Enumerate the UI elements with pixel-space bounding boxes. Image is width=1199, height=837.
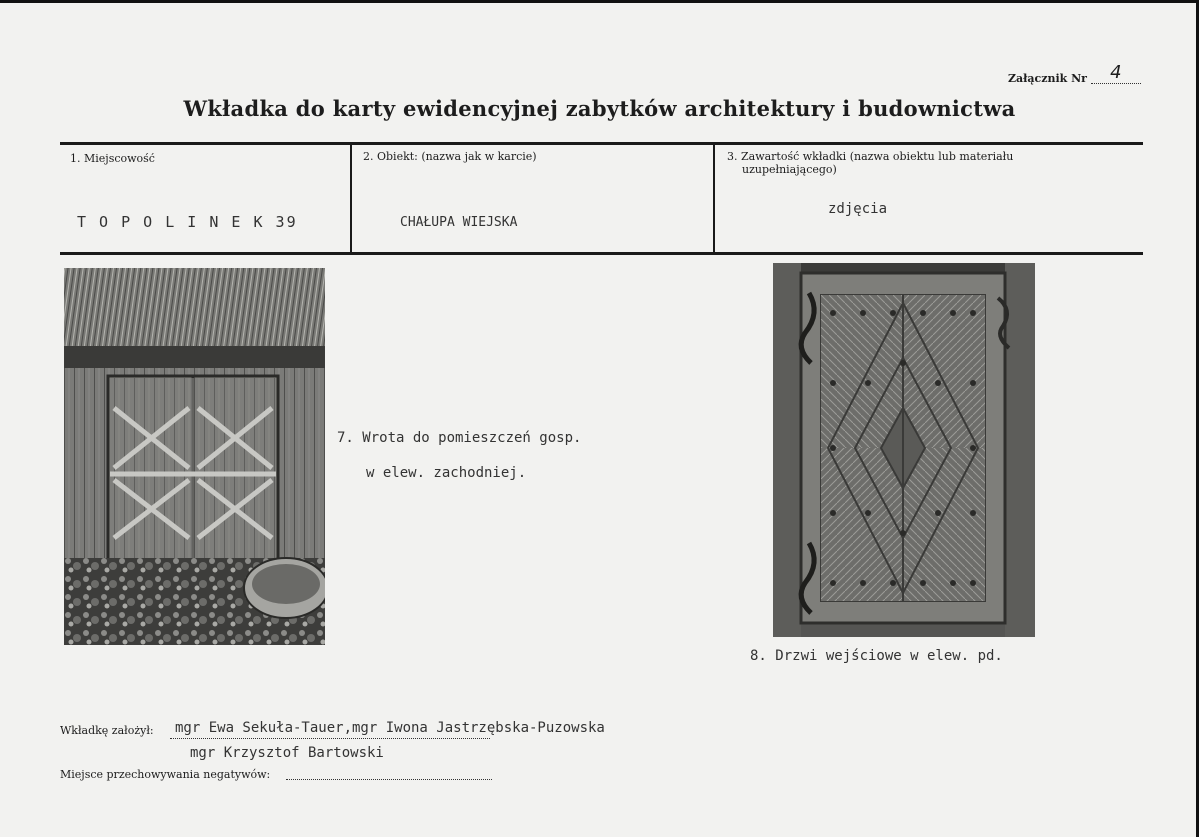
contents-value: zdjęcia [828, 201, 888, 217]
cell-divider-1 [350, 144, 352, 253]
storage-dotted-line [286, 778, 492, 780]
entrance-door-photo [773, 263, 1035, 637]
annex-number-value: 4 [1091, 62, 1141, 84]
founder-dotted-line [170, 737, 490, 739]
cell-divider-2 [713, 144, 715, 253]
photo-7-caption-line2: w elew. zachodniej. [366, 465, 527, 481]
founder-line2: mgr Krzysztof Bartowski [190, 745, 384, 761]
page-title: Wkładka do karty ewidencyjnej zabytków architektury i budownictwa [183, 96, 1016, 121]
storage-label: Miejsce przechowywania negatywów: [60, 768, 271, 781]
scan-edge-top [0, 0, 1199, 3]
barn-gate-illustration [64, 268, 325, 645]
photo-8-caption: 8. Drzwi wejściowe w elew. pd. [750, 648, 1003, 664]
founder-label: Wkładkę założył: [60, 724, 154, 737]
header-rule-bottom [60, 252, 1143, 255]
entrance-door-illustration [773, 263, 1035, 637]
barn-gate-photo [64, 268, 325, 645]
founder-line1: mgr Ewa Sekuła-Tauer,mgr Iwona Jastrzębska-Puzowska [175, 720, 605, 736]
header-rule-top [60, 142, 1143, 145]
annex-number [1008, 62, 1141, 88]
photo-7-caption-line1: 7. Wrota do pomieszczeń gosp. [337, 430, 582, 446]
contents-label-line2: uzupełniającego) [742, 163, 837, 176]
object-label: 2. Obiekt: (nazwa jak w karcie) [363, 150, 537, 163]
annex-label: Załącznik Nr [1008, 72, 1087, 85]
object-value: CHAŁUPA WIEJSKA [400, 215, 518, 230]
contents-label-line1: 3. Zawartość wkładki (nazwa obiektu lub materiału [727, 150, 1014, 163]
locality-label: 1. Miejscowość [70, 152, 155, 165]
locality-value: T O P O L I N E K 39 [77, 213, 298, 231]
